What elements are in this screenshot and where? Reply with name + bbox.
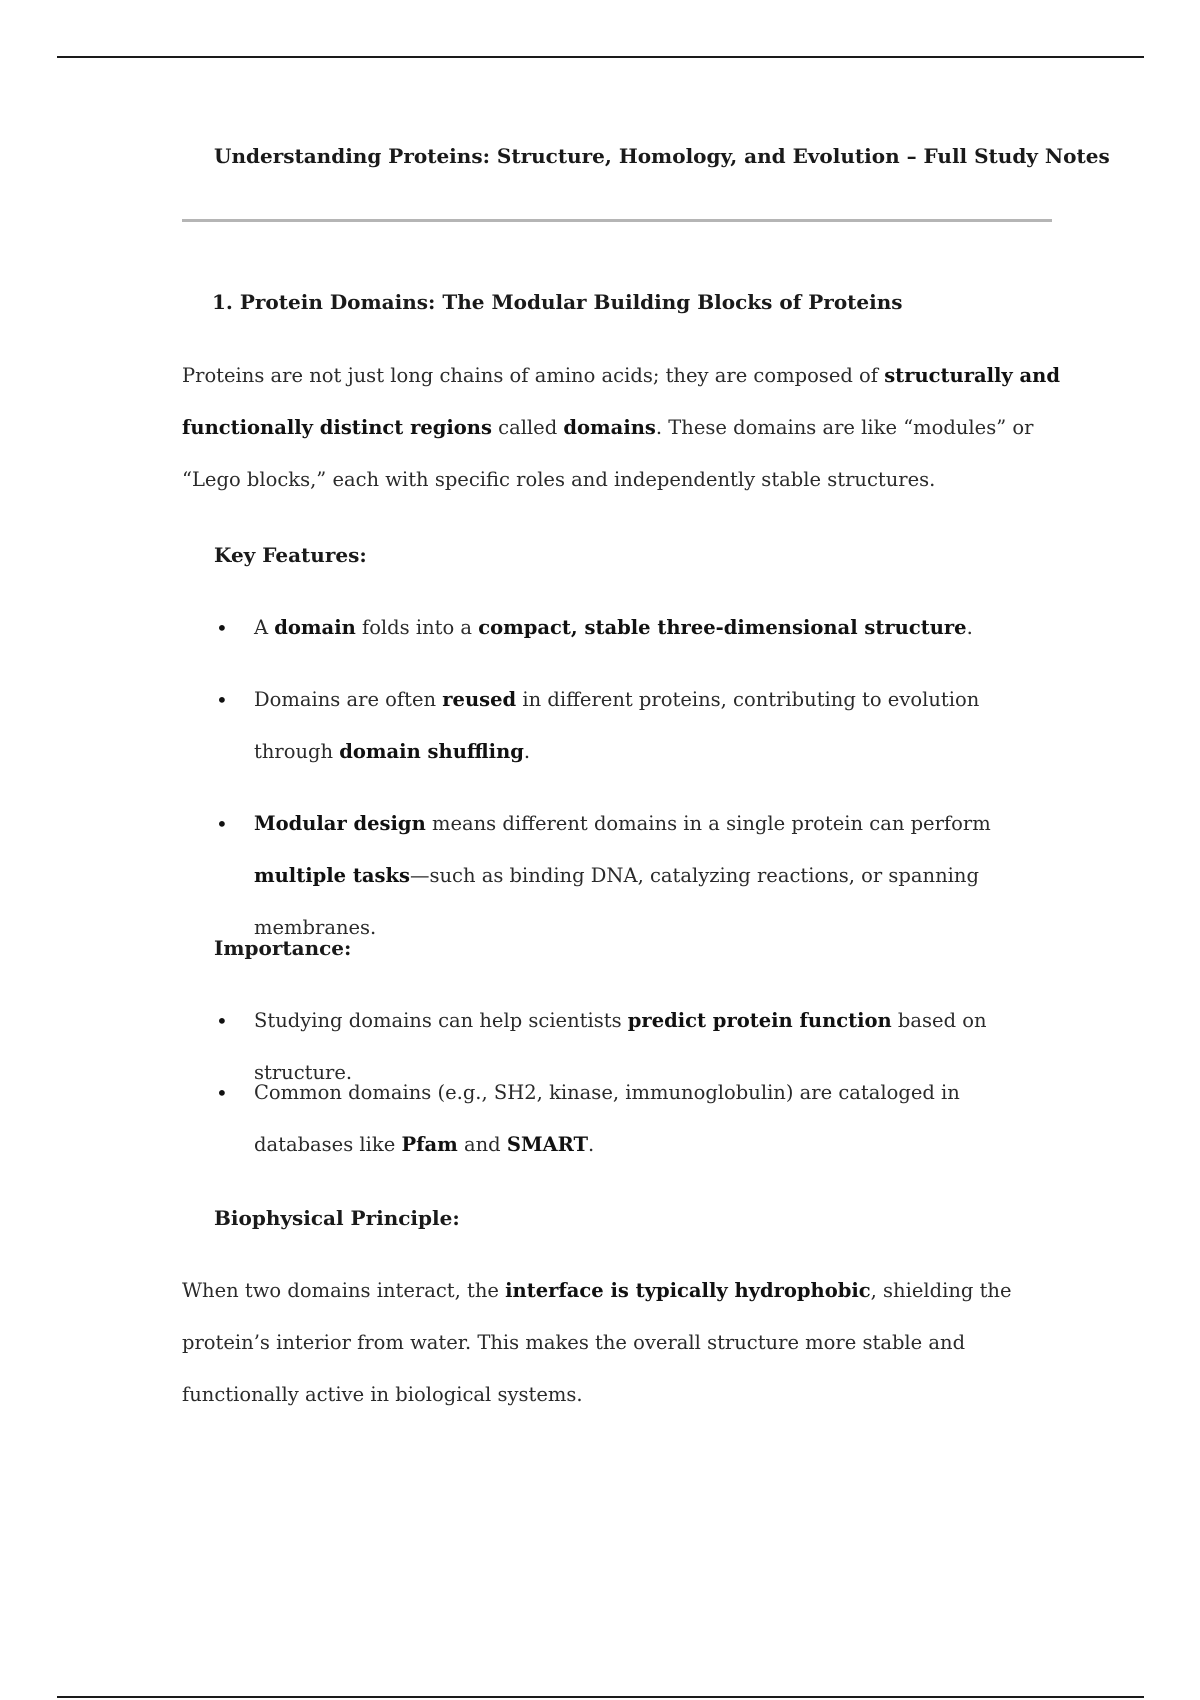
- item-bold-1: domain: [274, 616, 356, 639]
- item-text-1: Common domains (e.g., SH2, kinase, immunoglobulin) are cataloged in databases like: [254, 1081, 960, 1156]
- item-text-2: and: [457, 1133, 507, 1156]
- intro-paragraph: [182, 350, 1062, 506]
- intro-text-2: called: [491, 416, 564, 439]
- key-feature-item: [216, 602, 1062, 654]
- bullet-icon: •: [216, 616, 228, 640]
- section-heading: 1. Protein Domains: The Modular Building Blocks of Proteins: [212, 290, 903, 314]
- bullet-icon: •: [216, 1081, 228, 1105]
- key-feature-item: [216, 674, 1062, 778]
- bullet-icon: •: [216, 812, 228, 836]
- document-title: Understanding Proteins: Structure, Homology, and Evolution – Full Study Notes: [214, 144, 1110, 168]
- importance-item: [216, 1067, 1062, 1171]
- bullet-icon: •: [216, 688, 228, 712]
- item-text-2: in different proteins, contributing to evolution through: [254, 688, 980, 763]
- item-text-2: means different domains in a single protein can perform: [425, 812, 991, 835]
- importance-heading: Importance:: [214, 936, 352, 960]
- item-text-1: Studying domains can help scientists: [254, 1009, 628, 1032]
- bio-text-1: When two domains interact, the: [182, 1279, 506, 1302]
- item-bold-1: Modular design: [254, 812, 426, 835]
- page-top-rule: [57, 56, 1144, 58]
- item-bold-1: predict protein function: [627, 1009, 892, 1032]
- item-text-3: —such as binding DNA, catalyzing reactions, or spanning membranes.: [254, 864, 979, 939]
- page-bottom-rule: [57, 1696, 1144, 1698]
- bio-bold-1: interface is typically hydrophobic: [505, 1279, 871, 1302]
- item-text-2: folds into a: [355, 616, 479, 639]
- item-bold-2: domain shuffling: [339, 740, 524, 763]
- item-text-1: A: [254, 616, 275, 639]
- bullet-icon: •: [216, 1009, 228, 1033]
- intro-text-3: . These domains are like “modules” or “Lego blocks,” each with specific roles and independently stable structures.: [182, 416, 1034, 491]
- item-text-3: .: [966, 616, 973, 639]
- key-features-heading: Key Features:: [214, 543, 367, 567]
- biophysical-paragraph: [182, 1265, 1062, 1421]
- item-text-2: based on structure.: [254, 1009, 987, 1084]
- item-bold-1: Pfam: [401, 1133, 458, 1156]
- intro-bold-1: structurally and functionally distinct regions: [182, 364, 1060, 439]
- key-feature-item: [216, 798, 1062, 954]
- item-text-3: .: [523, 740, 531, 763]
- item-text-3: .: [588, 1133, 595, 1156]
- item-bold-2: compact, stable three-dimensional structure: [478, 616, 967, 639]
- item-bold-1: reused: [442, 688, 517, 711]
- bio-text-2: , shielding the protein’s interior from water. This makes the overall structure more stable and functionally active in biological systems.: [182, 1279, 1012, 1406]
- item-bold-2: multiple tasks: [254, 864, 410, 887]
- item-text-1: Domains are often: [254, 688, 443, 711]
- biophysical-heading: Biophysical Principle:: [214, 1206, 460, 1230]
- intro-bold-2: domains: [563, 416, 656, 439]
- intro-text-1: Proteins are not just long chains of amino acids; they are composed of: [182, 364, 885, 387]
- item-bold-2: SMART: [506, 1133, 589, 1156]
- title-divider: [182, 219, 1052, 222]
